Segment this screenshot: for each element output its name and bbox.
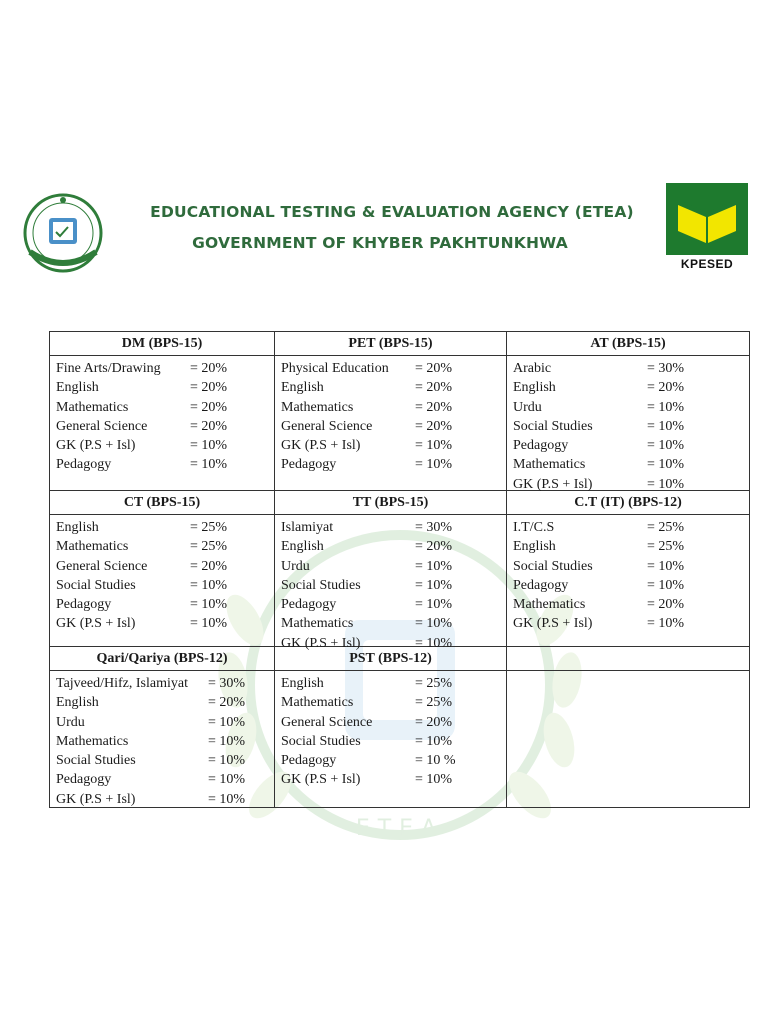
post-title: PST (BPS-12) xyxy=(275,647,506,671)
subject-weight: = 20% xyxy=(190,361,228,376)
subject-weight: = 20% xyxy=(415,380,453,396)
subject-name: General Science xyxy=(56,418,148,434)
subject-weight: = 20% xyxy=(415,714,453,730)
subject-name: English xyxy=(513,539,556,555)
subject-weight: = 10% xyxy=(647,418,685,434)
subject-name: General Science xyxy=(281,714,373,730)
subject-name: GK (P.S + Isl) xyxy=(513,616,593,632)
post-title: Qari/Qariya (BPS-12) xyxy=(50,647,274,671)
subject-name: Mathematics xyxy=(281,695,354,711)
subject-weight: = 20% xyxy=(190,418,228,434)
subject-weight: = 25% xyxy=(415,695,453,711)
post-cell-ct-it xyxy=(507,491,750,647)
subject-weight: = 25% xyxy=(415,676,453,691)
subject-name: Pedagogy xyxy=(281,597,337,613)
subject-weight: = 10% xyxy=(415,772,453,788)
subject-weight: = 10% xyxy=(647,558,685,574)
post-title: C.T (IT) (BPS-12) xyxy=(507,491,749,515)
subject-weight: = 10% xyxy=(415,597,453,613)
subject-name: Social Studies xyxy=(56,577,136,593)
subject-weight: = 10% xyxy=(415,733,453,749)
subject-name: Social Studies xyxy=(281,577,361,593)
subject-weight: = 20% xyxy=(415,361,453,376)
subject-name: English xyxy=(56,520,99,535)
subject-name: Physical Education xyxy=(281,361,389,376)
watermark-text: ETEA xyxy=(355,816,445,841)
subject-weight: = 10% xyxy=(190,597,228,613)
subject-name: English xyxy=(281,380,324,396)
post-cell-ct xyxy=(50,491,275,647)
subject-weight: = 20% xyxy=(415,418,453,434)
subject-name: Pedagogy xyxy=(513,438,569,454)
agency-title: EDUCATIONAL TESTING & EVALUATION AGENCY (ETEA) xyxy=(150,203,634,221)
subject-weight: = 10% xyxy=(647,457,685,473)
subject-name: Pedagogy xyxy=(56,457,112,473)
subject-name: Social Studies xyxy=(513,558,593,574)
subject-name: Mathematics xyxy=(281,616,354,632)
subject-name: GK (P.S + Isl) xyxy=(56,438,136,454)
subject-name: Islamiyat xyxy=(281,520,334,535)
subject-weight: = 10% xyxy=(208,753,246,769)
subject-name: GK (P.S + Isl) xyxy=(513,476,593,492)
post-cell-qari xyxy=(50,647,275,808)
post-cell-empty xyxy=(507,647,750,808)
empty-title xyxy=(507,647,749,671)
subject-name: General Science xyxy=(56,558,148,574)
government-title: GOVERNMENT OF KHYBER PAKHTUNKHWA xyxy=(192,234,568,252)
subject-weight: = 30% xyxy=(415,520,453,535)
subject-name: Pedagogy xyxy=(513,577,569,593)
subject-name: Social Studies xyxy=(56,753,136,769)
subject-name: Arabic xyxy=(513,361,552,376)
subject-name: Mathematics xyxy=(56,539,129,555)
subject-name: GK (P.S + Isl) xyxy=(281,635,361,651)
subject-weight: = 10% xyxy=(415,577,453,593)
post-title: CT (BPS-15) xyxy=(50,491,274,515)
subject-name: Pedagogy xyxy=(56,772,112,788)
subject-name: GK (P.S + Isl) xyxy=(281,438,361,454)
subject-weight: = 10% xyxy=(415,438,453,454)
subject-name: English xyxy=(281,676,324,691)
subject-name: English xyxy=(56,695,99,711)
subject-weight: = 10% xyxy=(415,558,453,574)
subject-name: Urdu xyxy=(281,558,310,574)
subject-weight: = 10% xyxy=(208,791,246,807)
subject-name: Tajveed/Hifz, Islamiyat xyxy=(56,676,188,691)
subject-weight: = 10% xyxy=(208,733,246,749)
post-cell-dm xyxy=(50,332,275,491)
subject-name: I.T/C.S xyxy=(513,520,555,535)
subject-name: Mathematics xyxy=(513,457,586,473)
subject-weight: = 25% xyxy=(647,520,685,535)
subject-name: Urdu xyxy=(513,399,542,415)
subject-weight: = 30% xyxy=(208,676,246,691)
subject-weight: = 20% xyxy=(647,597,685,613)
post-cell-tt xyxy=(275,491,507,651)
post-cell-at xyxy=(507,332,750,491)
subject-name: English xyxy=(513,380,556,396)
subject-weight: = 25% xyxy=(190,539,228,555)
subject-name: Urdu xyxy=(56,714,85,730)
book-icon xyxy=(666,183,748,255)
post-title: PET (BPS-15) xyxy=(275,332,506,356)
subject-weight: = 10% xyxy=(190,457,228,473)
subject-weight: = 10% xyxy=(647,577,685,593)
subject-name: Social Studies xyxy=(281,733,361,749)
subject-name: English xyxy=(56,380,99,396)
subject-weight: = 10% xyxy=(647,438,685,454)
subject-name: Pedagogy xyxy=(281,457,337,473)
kpesed-label: KPESED xyxy=(680,257,734,271)
subject-weight: = 10 % xyxy=(415,753,456,769)
subject-weight: = 30% xyxy=(647,361,685,376)
subject-weight: = 10% xyxy=(647,476,685,492)
subject-weight: = 20% xyxy=(208,695,246,711)
post-cell-pet xyxy=(275,332,507,491)
subject-name: Pedagogy xyxy=(56,597,112,613)
subject-weight: = 10% xyxy=(415,635,453,651)
subject-name: GK (P.S + Isl) xyxy=(56,791,136,807)
subject-weight: = 10% xyxy=(190,616,228,632)
posts-table xyxy=(49,331,750,808)
subject-name: Mathematics xyxy=(281,399,354,415)
subject-weight: = 25% xyxy=(190,520,228,535)
subject-weight: = 20% xyxy=(415,539,453,555)
subject-name: GK (P.S + Isl) xyxy=(281,772,361,788)
subject-name: GK (P.S + Isl) xyxy=(56,616,136,632)
subject-name: Mathematics xyxy=(513,597,586,613)
subject-weight: = 20% xyxy=(190,399,228,415)
subject-weight: = 10% xyxy=(208,714,246,730)
subject-weight: = 10% xyxy=(415,457,453,473)
subject-weight: = 20% xyxy=(647,380,685,396)
subject-weight: = 20% xyxy=(415,399,453,415)
subject-weight: = 10% xyxy=(415,616,453,632)
subject-weight: = 10% xyxy=(190,438,228,454)
subject-weight: = 10% xyxy=(647,616,685,632)
subject-name: Mathematics xyxy=(56,733,129,749)
post-cell-pst xyxy=(275,647,507,808)
subject-weight: = 10% xyxy=(647,399,685,415)
subject-name: General Science xyxy=(281,418,373,434)
subject-weight: = 20% xyxy=(190,558,228,574)
subject-weight: = 10% xyxy=(190,577,228,593)
post-title: TT (BPS-15) xyxy=(275,491,506,515)
subject-name: Pedagogy xyxy=(281,753,337,769)
post-title: DM (BPS-15) xyxy=(50,332,274,356)
post-title: AT (BPS-15) xyxy=(507,332,749,356)
subject-name: Social Studies xyxy=(513,418,593,434)
kpesed-emblem xyxy=(666,183,748,255)
kpesed-logo xyxy=(666,183,748,275)
subject-name: Fine Arts/Drawing xyxy=(56,361,161,376)
subject-name: Mathematics xyxy=(56,399,129,415)
subject-weight: = 20% xyxy=(190,380,228,396)
subject-name: English xyxy=(281,539,324,555)
subject-weight: = 25% xyxy=(647,539,685,555)
subject-weight: = 10% xyxy=(208,772,246,788)
